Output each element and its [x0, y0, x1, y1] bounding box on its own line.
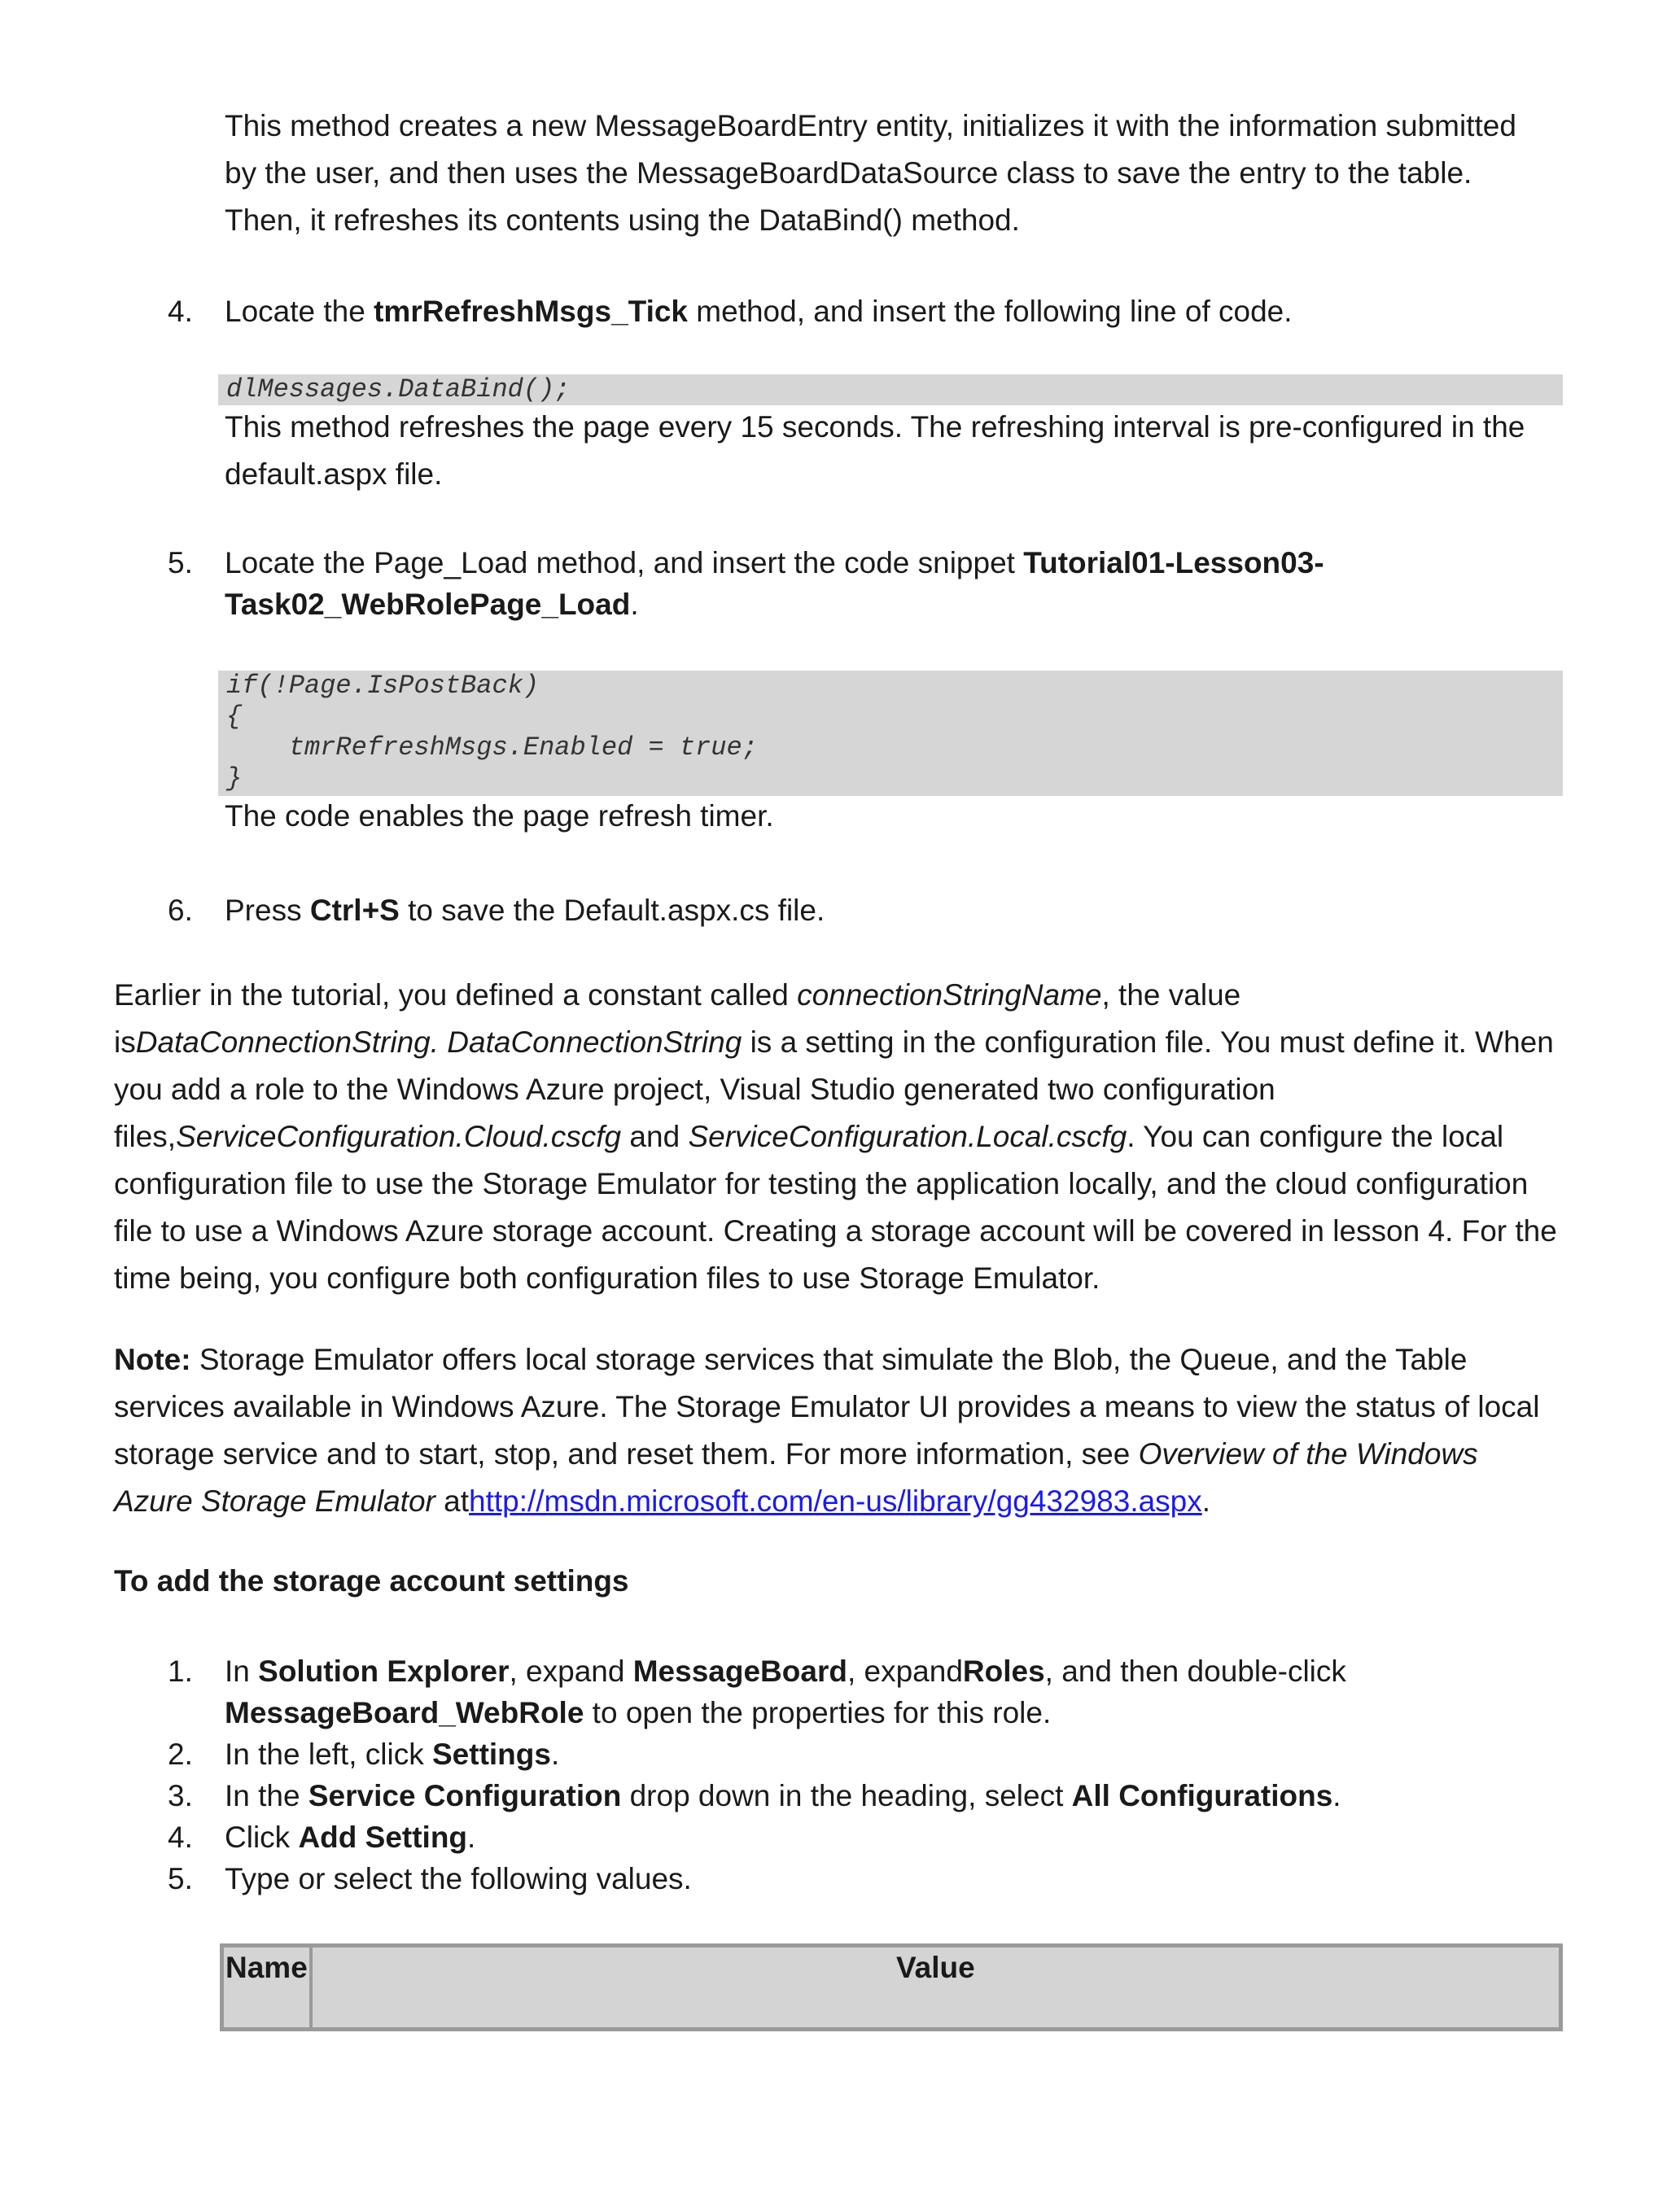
list-item: 3. In the Service Configuration drop down in the heading, select All Configurations.	[168, 1779, 1341, 1812]
snippet-name: Tutorial01-Lesson03-Task02_WebRolePage_Load	[225, 546, 1324, 621]
step-5	[168, 542, 1446, 625]
code-snippet-page-load: if(!Page.IsPostBack) { tmrRefreshMsgs.Enabled = true; }	[218, 671, 1563, 796]
italic-term: Overview of the Windows Azure Storage Emulator	[114, 1437, 1478, 1518]
step-text: Locate the	[225, 295, 374, 328]
step-4-explanation	[225, 404, 1543, 498]
list-item: 4. Click Add Setting.	[168, 1821, 476, 1854]
italic-term: ServiceConfiguration.Cloud.cscfg	[176, 1120, 622, 1153]
step-text: to save the Default.aspx.cs file.	[399, 894, 825, 927]
list-item: 2. In the left, click Settings.	[168, 1738, 560, 1771]
step-4	[168, 288, 1560, 335]
step-text: Press	[225, 894, 310, 927]
step-5-explanation	[225, 793, 1560, 840]
msdn-link[interactable]: http://msdn.microsoft.com/en-us/library/gg432983.aspx	[469, 1484, 1202, 1518]
step-text: method, and insert the following line of code.	[688, 295, 1293, 328]
procedure-title: To add the storage account settings	[114, 1564, 629, 1598]
step-number: 4.	[168, 295, 193, 328]
note-label: Note:	[114, 1343, 191, 1376]
method-name: tmrRefreshMsgs_Tick	[374, 295, 689, 328]
intro-text: This method creates a new MessageBoardEntry entity, initializes it with the information submitted by the user, and then uses the MessageBoardDataSource class to save the entry to the table. Then, it refreshes its contents using the DataBind() method.	[225, 109, 1516, 237]
procedure-list	[168, 1650, 1560, 1899]
explanation-text: This method refreshes the page every 15 seconds. The refreshing interval is pre-configured in the default.aspx file.	[225, 410, 1525, 491]
intro-paragraph	[225, 103, 1543, 244]
step-6	[168, 887, 1560, 934]
note-paragraph: Note: Storage Emulator offers local storage services that simulate the Blob, the Queue, and the Table services available in Windows Azure. The Storage Emulator UI provides a means to view the status of local storage service and to start, stop, and reset them. For more information, see Overview of the Windows Azure Storage Emulator athttp://msdn.microsoft.com/en-us/library/gg432983.aspx.	[114, 1343, 1540, 1518]
step-text: .	[630, 588, 639, 621]
table-header-row	[222, 1946, 1560, 2029]
settings-table	[220, 1943, 1563, 2031]
list-item: 5. Type or select the following values.	[168, 1862, 692, 1895]
code-snippet-databind: dlMessages.DataBind();	[218, 374, 1563, 405]
step-text: Locate the Page_Load method, and insert the code snippet	[225, 546, 1024, 579]
explanation-text: The code enables the page refresh timer.	[225, 799, 774, 833]
shortcut-key: Ctrl+S	[309, 894, 400, 927]
step-number: 5.	[168, 546, 193, 579]
italic-term: ServiceConfiguration.Local.cscfg	[688, 1120, 1127, 1153]
procedure-heading	[114, 1558, 1563, 1605]
column-header-value: Value	[311, 1946, 1560, 2029]
list-item: 1. In Solution Explorer, expand MessageBoard, expandRoles, and then double-click MessageBoard_WebRole to open the properties for this role.	[168, 1655, 1346, 1729]
italic-term: DataConnectionString. DataConnectionString	[135, 1025, 742, 1059]
column-header-name: Name	[222, 1946, 311, 2029]
configuration-paragraph: Earlier in the tutorial, you defined a constant called connectionStringName, the value isDataConnectionString. DataConnectionString is a setting in the configuration file. You must define it. When you add a role to the Windows Azure project, Visual Studio generated two configuration files,ServiceConfiguration.Cloud.cscfg and ServiceConfiguration.Local.cscfg. You can configure the local configuration file to use the Storage Emulator for testing the application locally, and the cloud configuration file to use a Windows Azure storage account. Creating a storage account will be covered in lesson 4. For the time being, you configure both configuration files to use Storage Emulator.	[114, 978, 1557, 1295]
step-number: 6.	[168, 894, 193, 927]
italic-term: connectionStringName	[797, 978, 1102, 1012]
